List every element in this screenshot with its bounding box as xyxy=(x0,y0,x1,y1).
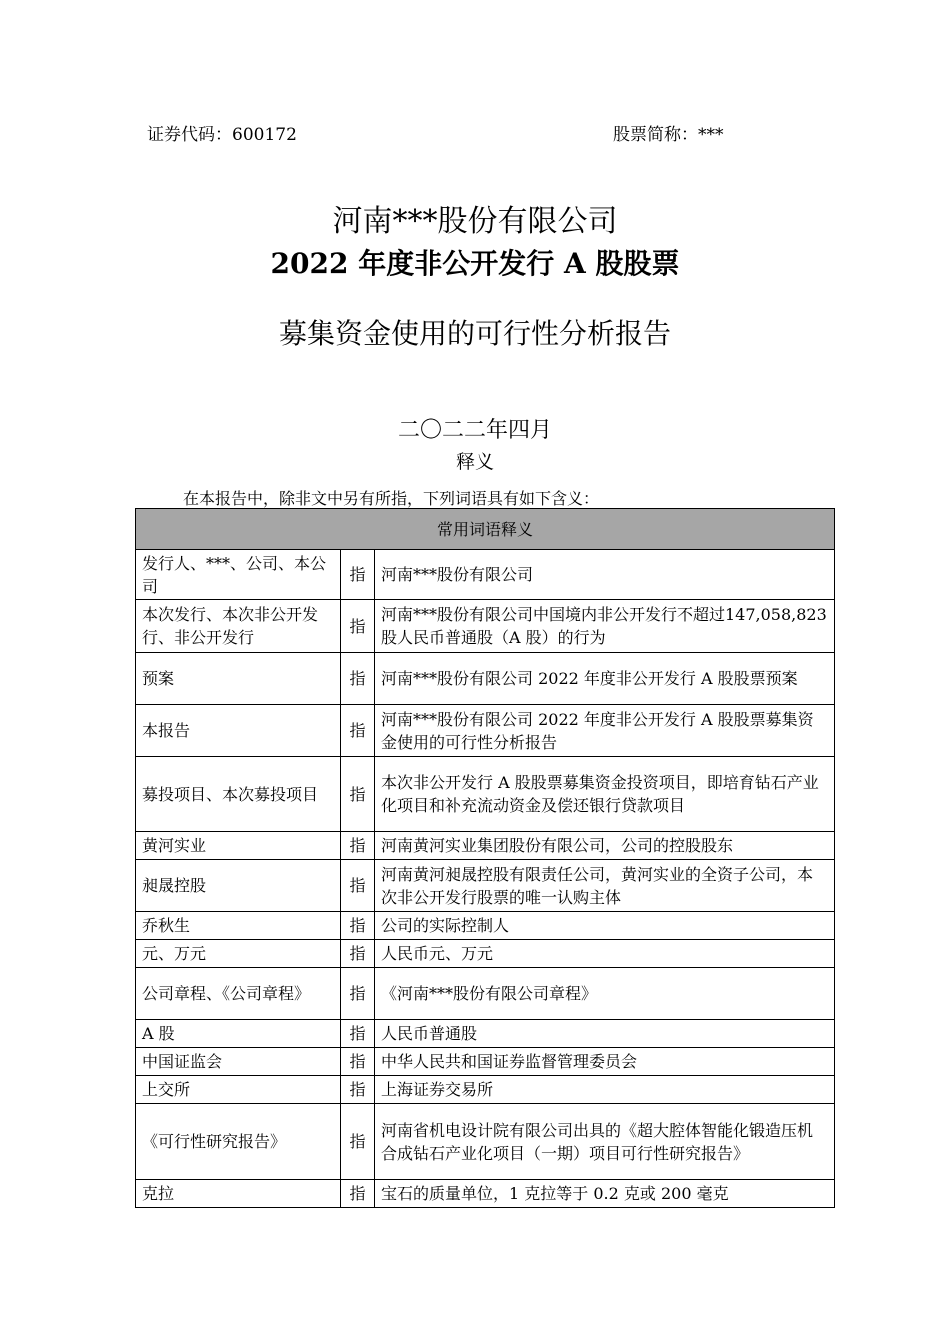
definition-cell: 宝石的质量单位，1 克拉等于 0.2 克或 200 毫克 xyxy=(375,1180,835,1208)
definition-cell: 人民币普通股 xyxy=(375,1020,835,1048)
ref-cell: 指 xyxy=(341,1104,375,1180)
table-header: 常用词语释义 xyxy=(136,509,835,550)
table-row xyxy=(136,1180,835,1208)
definition-cell: 中华人民共和国证券监督管理委员会 xyxy=(375,1048,835,1076)
table-row xyxy=(136,1020,835,1048)
definition-cell: 河南***股份有限公司 2022 年度非公开发行 A 股股票预案 xyxy=(375,653,835,705)
report-title-line3: 募集资金使用的可行性分析报告 xyxy=(278,317,671,350)
stock-abbreviation: 股票简称：*** xyxy=(613,125,724,145)
ref-cell: 指 xyxy=(341,968,375,1020)
table-row xyxy=(136,1104,835,1180)
term-cell: 克拉 xyxy=(136,1180,341,1208)
definition-cell: 《河南***股份有限公司章程》 xyxy=(375,968,835,1020)
term-cell: 本报告 xyxy=(136,705,341,757)
ref-cell: 指 xyxy=(341,1020,375,1048)
ref-cell: 指 xyxy=(341,860,375,912)
ref-cell: 指 xyxy=(341,912,375,940)
term-cell: 《可行性研究报告》 xyxy=(136,1104,341,1180)
table-row xyxy=(136,550,835,600)
ref-cell: 指 xyxy=(341,600,375,653)
definitions-table xyxy=(135,508,835,1208)
term-cell: 本次发行、本次非公开发行、非公开发行 xyxy=(136,600,341,653)
ref-cell: 指 xyxy=(341,653,375,705)
definition-cell: 河南***股份有限公司中国境内非公开发行不超过147,058,823 股人民币普通股（A 股）的行为 xyxy=(375,600,835,653)
table-row xyxy=(136,600,835,653)
definition-cell: 河南黄河昶晟控股有限责任公司，黄河实业的全资子公司，本次非公开发行股票的唯一认购主体 xyxy=(375,860,835,912)
table-row xyxy=(136,705,835,757)
table-row xyxy=(136,832,835,860)
definition-cell: 河南黄河实业集团股份有限公司，公司的控股股东 xyxy=(375,832,835,860)
term-cell: 黄河实业 xyxy=(136,832,341,860)
term-cell: 预案 xyxy=(136,653,341,705)
stock-code: 证券代码：600172 xyxy=(147,125,297,145)
definition-cell: 河南***股份有限公司 2022 年度非公开发行 A 股股票募集资金使用的可行性分析报告 xyxy=(375,705,835,757)
term-cell: 公司章程、《公司章程》 xyxy=(136,968,341,1020)
table-row xyxy=(136,912,835,940)
ref-cell: 指 xyxy=(341,705,375,757)
table-row xyxy=(136,1076,835,1104)
term-cell: 发行人、***、公司、本公司 xyxy=(136,550,341,600)
term-cell: 昶晟控股 xyxy=(136,860,341,912)
ref-cell: 指 xyxy=(341,1180,375,1208)
term-cell: 募投项目、本次募投项目 xyxy=(136,757,341,832)
table-row xyxy=(136,1048,835,1076)
section-heading: 释义 xyxy=(455,451,494,473)
intro-text: 在本报告中，除非文中另有所指，下列词语具有如下含义： xyxy=(183,489,600,508)
definition-cell: 人民币元、万元 xyxy=(375,940,835,968)
term-cell: 上交所 xyxy=(136,1076,341,1104)
company-name: 河南***股份有限公司 xyxy=(332,204,618,239)
table-row xyxy=(136,757,835,832)
term-cell: 元、万元 xyxy=(136,940,341,968)
term-cell: 乔秋生 xyxy=(136,912,341,940)
table-row xyxy=(136,653,835,705)
report-date: 二〇二二年四月 xyxy=(397,418,552,443)
definition-cell: 河南省机电设计院有限公司出具的《超大腔体智能化锻造压机合成钻石产业化项目（一期）项目可行性研究报告》 xyxy=(375,1104,835,1180)
ref-cell: 指 xyxy=(341,550,375,600)
table-row xyxy=(136,968,835,1020)
ref-cell: 指 xyxy=(341,1076,375,1104)
term-cell: 中国证监会 xyxy=(136,1048,341,1076)
ref-cell: 指 xyxy=(341,757,375,832)
ref-cell: 指 xyxy=(341,832,375,860)
table-row xyxy=(136,940,835,968)
definition-cell: 上海证券交易所 xyxy=(375,1076,835,1104)
report-title-line2: 2022 年度非公开发行 A 股股票 xyxy=(270,247,680,280)
table-row xyxy=(136,860,835,912)
definition-cell: 公司的实际控制人 xyxy=(375,912,835,940)
ref-cell: 指 xyxy=(341,1048,375,1076)
term-cell: A 股 xyxy=(136,1020,341,1048)
definition-cell: 本次非公开发行 A 股股票募集资金投资项目，即培育钻石产业化项目和补充流动资金及偿还银行贷款项目 xyxy=(375,757,835,832)
ref-cell: 指 xyxy=(341,940,375,968)
definition-cell: 河南***股份有限公司 xyxy=(375,550,835,600)
